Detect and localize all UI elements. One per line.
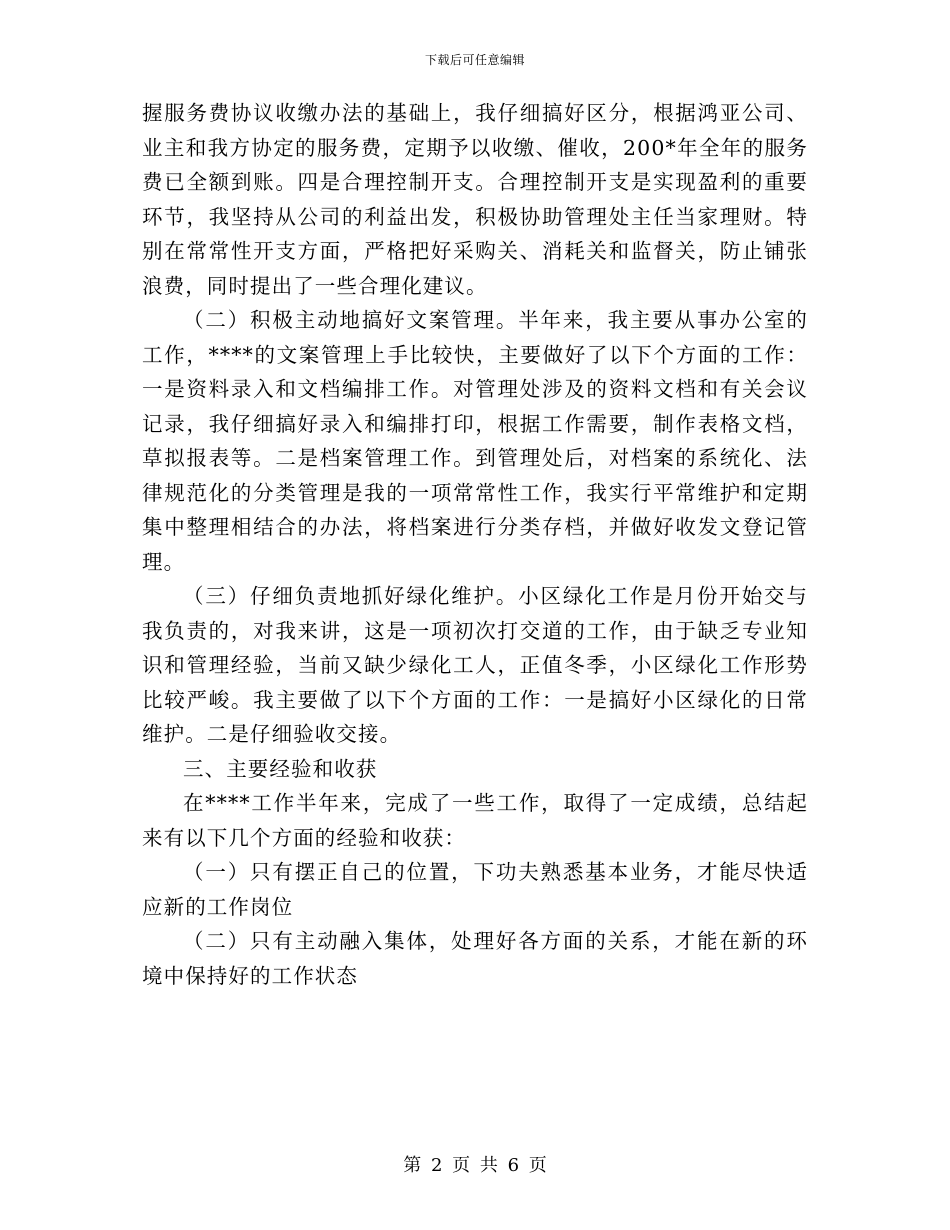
page-header: 下载后可任意编辑 — [424, 53, 525, 67]
paragraph-section-2: （二）积极主动地搞好文案管理。半年来，我主要从事办公室的工作，****的文案管理上手比较快，主要做好了以下个方面的工作：一是资料录入和文档编排工作。对管理处涉及的资料文档和有关会议记录，我仔细搞好录入和编排打印，根据工作需要，制作表格文档，草拟报表等。二是档案管理工作。到管理处后，对档案的系统化、法律规范化的分类管理是我的一项常常性工作，我实行平常维护和定期集中整理相结合的办法，将档案进行分类存档，并做好收发文登记管理。 — [142, 308, 808, 574]
document-body — [142, 96, 808, 993]
section-heading-experience: 三、主要经验和收获 — [183, 756, 378, 781]
paragraph-continuation: 握服务费协议收缴办法的基础上，我仔细搞好区分，根据鸿亚公司、业主和我方协定的服务费，定期予以收缴、催收，200*年全年的服务费已全额到账。四是合理控制开支。合理控制开支是实现盈利的重要环节，我坚持从公司的利益出发，积极协助管理处主任当家理财。特别在常常性开支方面，严格把好采购关、消耗关和监督关，防止铺张浪费，同时提出了一些合理化建议。 — [142, 101, 808, 298]
paragraph-summary: 在****工作半年来，完成了一些工作，取得了一定成绩，总结起来有以下几个方面的经验和收获： — [142, 791, 808, 850]
paragraph-point-2: （二）只有主动融入集体，处理好各方面的关系，才能在新的环境中保持好的工作状态 — [142, 929, 808, 988]
page-footer: 第 2 页 共 6 页 — [403, 1155, 547, 1176]
paragraph-point-1: （一）只有摆正自己的位置，下功夫熟悉基本业务，才能尽快适应新的工作岗位 — [142, 860, 808, 919]
paragraph-section-3: （三）仔细负责地抓好绿化维护。小区绿化工作是月份开始交与我负责的，对我来讲，这是一项初次打交道的工作，由于缺乏专业知识和管理经验，当前又缺少绿化工人，正值冬季，小区绿化工作形势比较严峻。我主要做了以下个方面的工作：一是搞好小区绿化的日常维护。二是仔细验收交接。 — [142, 584, 808, 746]
